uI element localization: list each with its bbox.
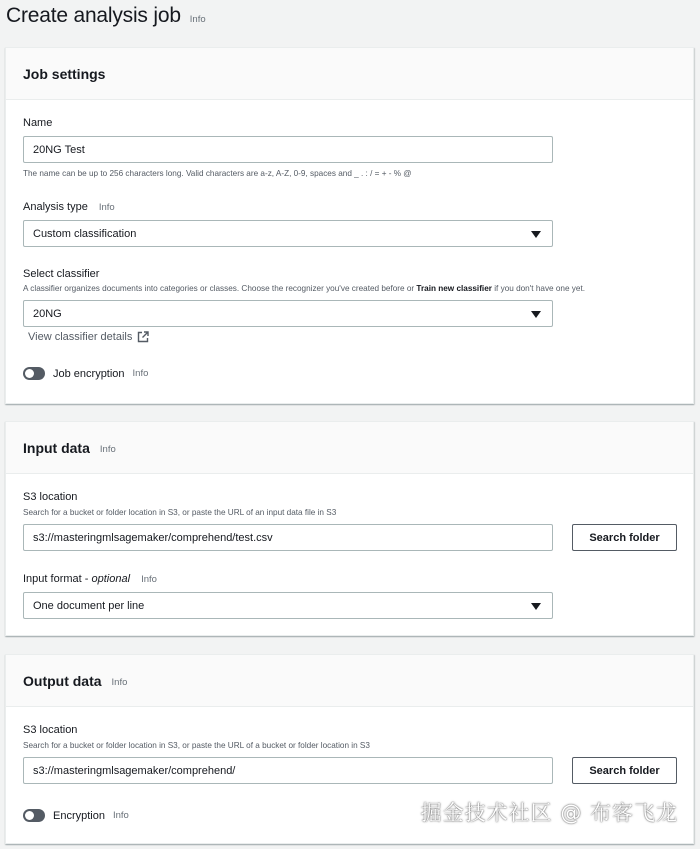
input-format-select[interactable] (23, 592, 553, 619)
input-data-panel (5, 421, 694, 636)
job-encryption-label: Job encryption (53, 367, 125, 380)
analysis-type-info-link[interactable]: Info (98, 202, 115, 213)
input-s3-value: s3://masteringmlsagemaker/comprehend/test.csv (33, 531, 273, 544)
output-data-header (6, 655, 693, 707)
input-s3-hint: Search for a bucket or folder location in S3, or paste the URL of an input data file in S3 (23, 508, 337, 517)
watermark: 掘金技术社区 @ 布客飞龙 (420, 801, 678, 825)
input-s3-location-input[interactable] (23, 524, 553, 551)
classifier-value: 20NG (33, 307, 62, 320)
train-new-classifier-link[interactable]: Train new classifier (416, 284, 492, 293)
input-format-optional: optional (91, 573, 131, 585)
classifier-hint-before: A classifier organizes documents into categories or classes. Choose the recognizer you've created before or (23, 284, 417, 293)
input-format-value: One document per line (33, 599, 145, 612)
classifier-hint-after: if you don't have one yet. (491, 284, 586, 293)
analysis-type-value: Custom classification (33, 227, 137, 240)
view-classifier-details-link[interactable] (28, 331, 149, 343)
output-data-info-link[interactable]: Info (111, 677, 128, 688)
job-settings-title: Job settings (23, 65, 106, 82)
classifier-label: Select classifier (23, 268, 100, 280)
output-search-folder-button[interactable]: Search folder (572, 757, 677, 784)
analysis-type-label (23, 201, 115, 213)
input-search-folder-button[interactable]: Search folder (572, 524, 677, 551)
caret-down-icon (531, 603, 541, 610)
caret-down-icon (531, 311, 541, 318)
view-classifier-details-text: View classifier details (28, 331, 133, 343)
page-title-row (6, 4, 206, 28)
output-s3-label: S3 location (23, 724, 78, 736)
name-input-value: 20NG Test (33, 143, 85, 156)
input-data-info-link[interactable]: Info (99, 444, 116, 455)
job-settings-panel (5, 47, 694, 404)
page-title: Create analysis job (6, 4, 181, 27)
output-encryption-label: Encryption (53, 809, 105, 822)
output-encryption-row (23, 809, 129, 822)
toggle-knob (25, 811, 34, 820)
output-encryption-toggle[interactable] (23, 809, 45, 822)
input-s3-label: S3 location (23, 491, 78, 503)
job-settings-header (6, 48, 693, 100)
external-link-icon (137, 331, 149, 343)
page-info-link[interactable]: Info (189, 14, 206, 25)
classifier-hint (23, 284, 585, 293)
name-input[interactable] (23, 136, 553, 163)
input-format-label-text: Input format (23, 573, 82, 585)
input-format-label: Input format - optional Info (23, 573, 157, 585)
name-label: Name (23, 117, 53, 129)
name-hint: The name can be up to 256 characters long. Valid characters are a-z, A-Z, 0-9, spaces and _ . : / = + - % @ (23, 169, 412, 178)
job-encryption-info-link[interactable]: Info (132, 368, 149, 379)
output-s3-value: s3://masteringmlsagemaker/comprehend/ (33, 764, 236, 777)
caret-down-icon (531, 231, 541, 238)
output-encryption-info-link[interactable]: Info (112, 810, 129, 821)
analysis-type-select[interactable] (23, 220, 553, 247)
input-data-title: Input data (23, 439, 90, 456)
output-s3-hint: Search for a bucket or folder location in S3, or paste the URL of a bucket or folder location in S3 (23, 741, 370, 750)
job-encryption-toggle[interactable] (23, 367, 45, 380)
classifier-select[interactable] (23, 300, 553, 327)
output-data-title: Output data (23, 672, 102, 689)
analysis-type-label-text: Analysis type (23, 201, 88, 213)
toggle-knob (25, 369, 34, 378)
output-s3-location-input[interactable] (23, 757, 553, 784)
job-encryption-row (23, 367, 148, 380)
input-data-header (6, 422, 693, 474)
input-format-info-link[interactable]: Info (141, 574, 157, 585)
